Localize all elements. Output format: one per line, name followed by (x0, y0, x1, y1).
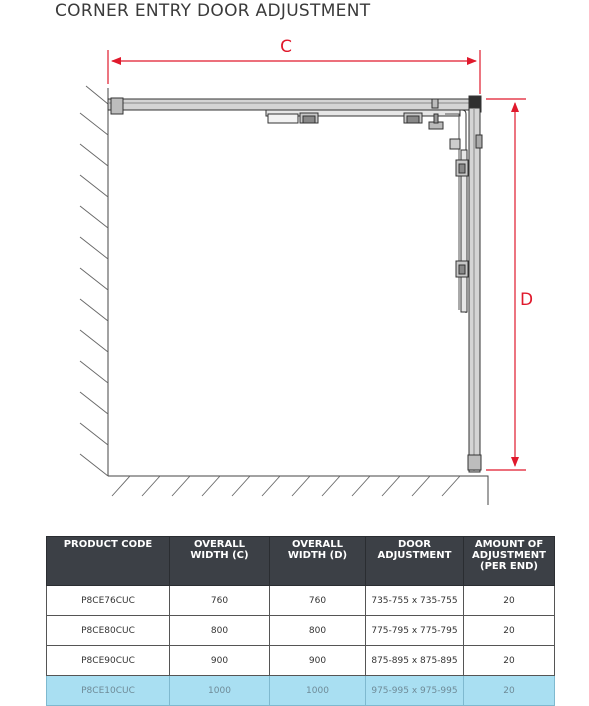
cell-width-c: 1000 (170, 676, 270, 706)
col-overall-width-d: OVERALL WIDTH (D) (270, 537, 366, 586)
right-frame (456, 108, 482, 472)
cell-door-adjustment: 975-995 x 975-995 (366, 676, 464, 706)
cell-product-code: P8CE90CUC (47, 646, 170, 676)
col-product-code: PRODUCT CODE (47, 537, 170, 586)
cell-product-code: P8CE76CUC (47, 586, 170, 616)
page-title: CORNER ENTRY DOOR ADJUSTMENT (55, 1, 371, 21)
col-overall-width-c: OVERALL WIDTH (C) (170, 537, 270, 586)
table-row (47, 646, 555, 676)
cell-door-adjustment: 775-795 x 775-795 (366, 616, 464, 646)
col-amount-of-adjustment: AMOUNT OF ADJUSTMENT (PER END) (464, 537, 555, 586)
cell-amount-of-adjustment: 20 (464, 646, 555, 676)
cell-width-c: 900 (170, 646, 270, 676)
top-frame (108, 96, 481, 313)
left-wall (80, 86, 488, 505)
cell-product-code: P8CE80CUC (47, 616, 170, 646)
table-row-highlighted (47, 676, 555, 706)
cell-product-code: P8CE10CUC (47, 676, 170, 706)
table-row (47, 616, 555, 646)
cell-width-d: 760 (270, 586, 366, 616)
adjustment-table (46, 536, 555, 706)
dimension-c (108, 50, 480, 94)
cell-door-adjustment: 875-895 x 875-895 (366, 646, 464, 676)
cell-door-adjustment: 735-755 x 735-755 (366, 586, 464, 616)
cell-width-c: 760 (170, 586, 270, 616)
cell-amount-of-adjustment: 20 (464, 676, 555, 706)
cell-amount-of-adjustment: 20 (464, 586, 555, 616)
cell-width-d: 1000 (270, 676, 366, 706)
dimension-c-label: C (280, 37, 292, 57)
cell-width-c: 800 (170, 616, 270, 646)
cell-amount-of-adjustment: 20 (464, 616, 555, 646)
dimension-d (486, 99, 526, 470)
col-door-adjustment: DOOR ADJUSTMENT (366, 537, 464, 586)
cell-width-d: 900 (270, 646, 366, 676)
dimension-d-label: D (520, 290, 534, 310)
table-row (47, 586, 555, 616)
table-header-row (47, 537, 555, 586)
cell-width-d: 800 (270, 616, 366, 646)
